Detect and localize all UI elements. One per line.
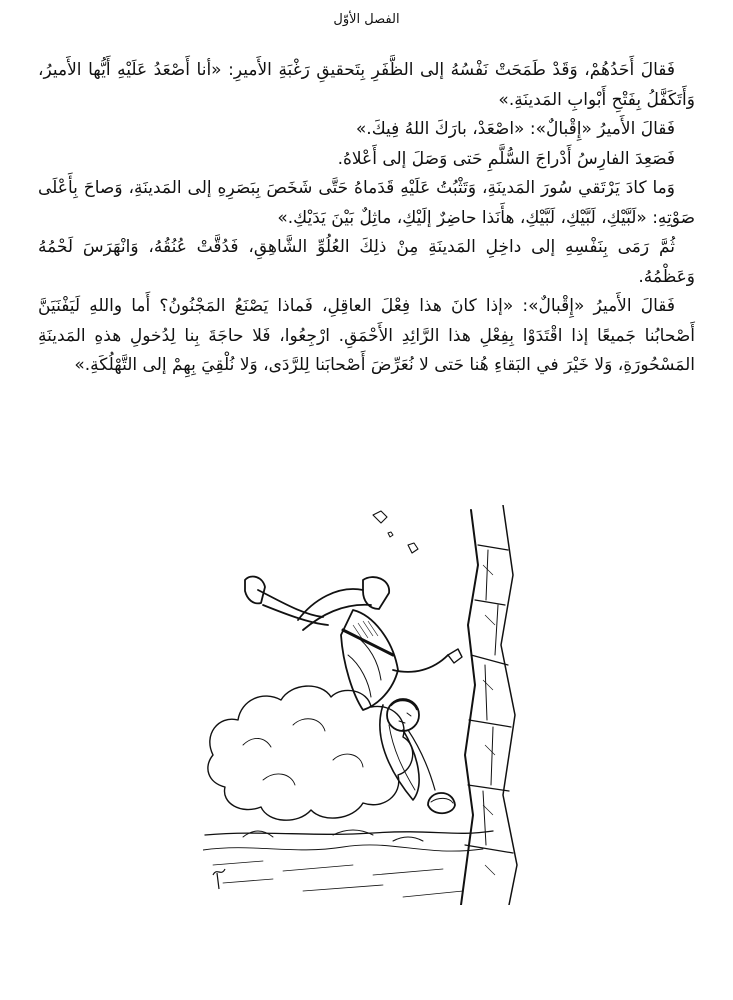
body-text xyxy=(38,56,695,381)
paragraph: فَقالَ أَحَدُهُمْ، وَقَدْ طَمَحَتْ نَفْسُهُ إلى الظَّفَرِ بِتَحقيقِ رَغْبَةِ الأَميرِ: «أنا أَصْعَدُ عَلَيْهِ أَيُّها الأَميرُ، وَأَتَكَفَّلُ بِفَتْحِ أَبْوابِ المَدينَةِ.» xyxy=(38,60,695,110)
paragraph: فَقالَ الأَميرُ «إِقْبالٌ»: «اصْعَدْ، بارَكَ اللهُ فِيكَ.» xyxy=(355,119,675,139)
paragraph: وَما كادَ يَرْتَقي سُورَ المَدينَةِ، وَتَثْبُتُ عَلَيْهِ قَدَماهُ حَتَّى شَخَصَ بِبَصَرِهِ إلى المَدينَةِ، وَصاحَ بِأَعْلَى صَوْتِهِ: «لَبَّيْكِ، لَبَّيْكِ، لَبَّيْكِ، هأَنَذا حاضِرٌ إلَيْكِ، ماثِلٌ بَيْنَ يَدَيْكِ.» xyxy=(38,178,695,228)
falling-knight-icon xyxy=(203,505,525,905)
paragraph: فَقالَ الأَميرُ «إِقْبالٌ»: «إذا كانَ هذا فِعْلَ العاقِلِ، فَماذا يَصْنَعُ المَجْنُونُ؟ أَما واللهِ لَيَفْنَيَنَّ أَصْحابُنا جَميعًا إذا اقْتَدَوْا بِفِعْلِ هذا الرَّائِدِ الأَحْمَقِ. ارْجِعُوا، فَلا حاجَةَ بِنا لِدُخولِ هذهِ المَدينَةِ المَسْحُورَةِ، وَلا خَيْرَ في البَقاءِ هُنا حَتى لا نُعَرِّضَ أَصْحابَنا لِلرَّدَى، وَلا نُلْقِيَ بِهِمْ إلى التَّهْلُكَةِ.» xyxy=(38,296,695,375)
paragraph: ثُمَّ رَمَى بِنَفْسِهِ إلى داخِلِ المَدينَةِ مِنْ ذلِكَ العُلُوِّ الشَّاهِقِ، فَدُقَّتْ عُنُقُهُ، وَانْهَرَسَ لَحْمُهُ وَعَظْمُهُ. xyxy=(38,237,695,287)
falling-knight-illustration xyxy=(203,505,525,905)
chapter-title: الفصل الأوّل xyxy=(333,12,400,27)
paragraph: فَصَعِدَ الفارِسُ أَدْراجَ السُّلَّمِ حَتى وَصَلَ إلى أَعْلاهُ. xyxy=(337,148,675,169)
